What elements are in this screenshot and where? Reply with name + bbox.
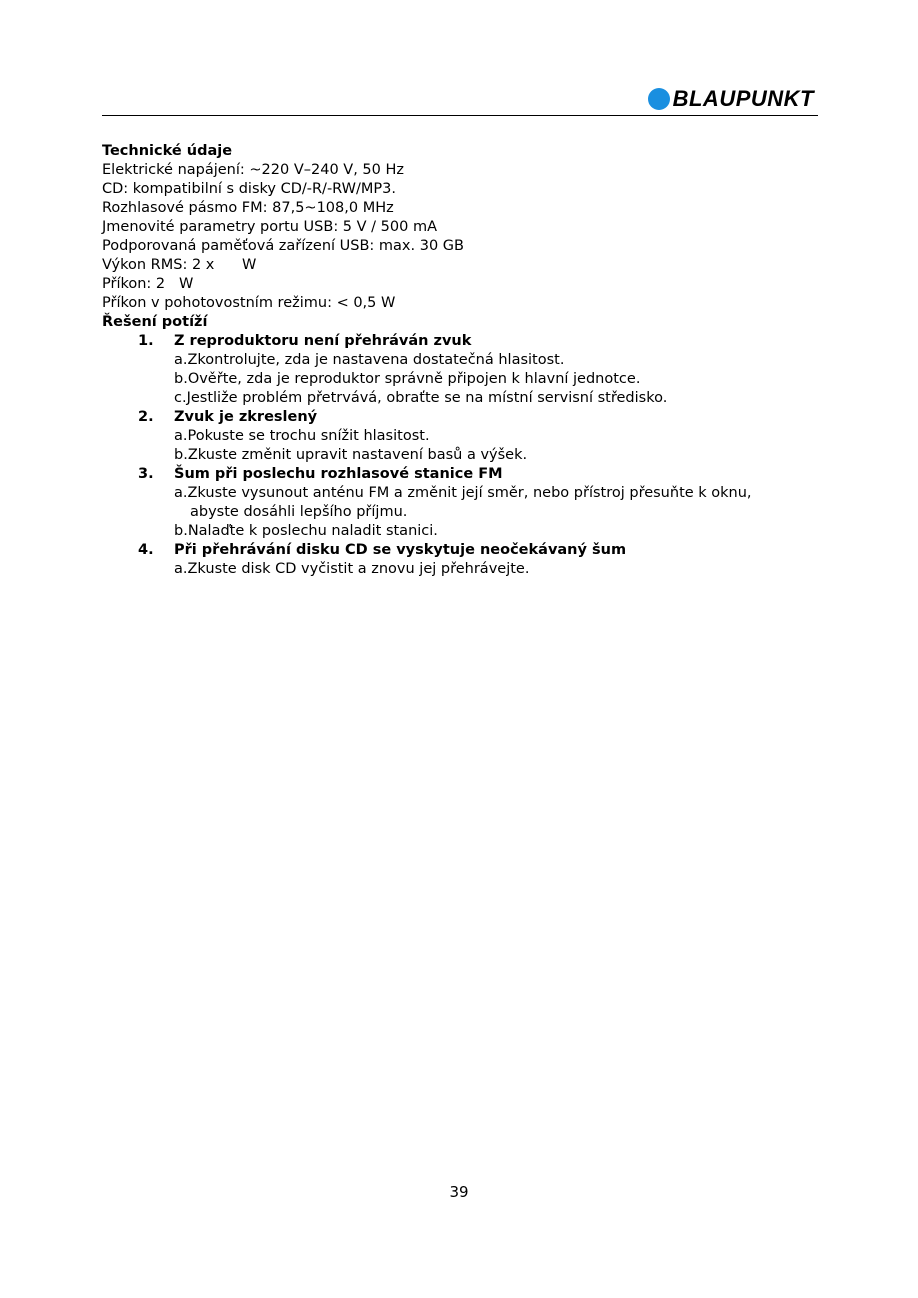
item-title: Z reproduktoru není přehráván zvuk [174, 333, 472, 349]
troubleshooting-heading: Řešení potíží [102, 314, 208, 330]
item-title: Zvuk je zkreslený [174, 409, 318, 425]
item-step: a.Zkuste disk CD vyčistit a znovu jej přehrávejte. [174, 561, 530, 577]
troubleshooting-item [102, 541, 822, 579]
spec-line: Jmenovité parametry portu USB: 5 V / 500 mA [102, 219, 437, 235]
brand-logo [648, 86, 814, 112]
troubleshooting-item [102, 465, 822, 541]
item-number: 2. [138, 409, 154, 425]
specs-list [102, 161, 822, 313]
item-number: 3. [138, 466, 154, 482]
spec-line: Příkon: 2 W [102, 276, 194, 292]
item-title: Šum při poslechu rozhlasové stanice FM [174, 466, 503, 482]
item-title: Při přehrávání disku CD se vyskytuje neočekávaný šum [174, 542, 627, 558]
item-number: 1. [138, 333, 154, 349]
item-step: b.Ověřte, zda je reproduktor správně připojen k hlavní jednotce. [174, 371, 641, 387]
brand-dot-icon [648, 88, 670, 110]
troubleshooting-list [102, 332, 822, 579]
item-step: a.Zkuste vysunout anténu FM a změnit její směr, nebo přístroj přesuňte k oknu, [174, 485, 752, 501]
spec-line: Podporovaná paměťová zařízení USB: max. 30 GB [102, 238, 464, 254]
troubleshooting-item [102, 332, 822, 408]
document-body [102, 142, 822, 579]
item-step: b.Nalaďte k poslechu naladit stanici. [174, 523, 438, 539]
item-number: 4. [138, 542, 154, 558]
item-step: a.Pokuste se trochu snížit hlasitost. [174, 428, 430, 444]
spec-line: Příkon v pohotovostním režimu: < 0,5 W [102, 295, 396, 311]
spec-line: CD: kompatibilní s disky CD/-R/-RW/MP3. [102, 181, 396, 197]
item-step: a.Zkontrolujte, zda je nastavena dostatečná hlasitost. [174, 352, 565, 368]
troubleshooting-item [102, 408, 822, 465]
spec-line: Rozhlasové pásmo FM: 87,5~108,0 MHz [102, 200, 394, 216]
spec-line: Elektrické napájení: ~220 V–240 V, 50 Hz [102, 162, 404, 178]
page-header [102, 80, 818, 116]
item-step: c.Jestliže problém přetrvává, obraťte se na místní servisní středisko. [174, 390, 668, 406]
brand-name: BLAUPUNKT [672, 86, 814, 111]
specs-heading: Technické údaje [102, 143, 233, 159]
header-divider [102, 115, 818, 116]
item-step: b.Zkuste změnit upravit nastavení basů a výšek. [174, 447, 528, 463]
page-number: 39 [449, 1183, 469, 1201]
spec-line: Výkon RMS: 2 x W [102, 257, 257, 273]
item-step-continuation: abyste dosáhli lepšího příjmu. [190, 504, 408, 520]
